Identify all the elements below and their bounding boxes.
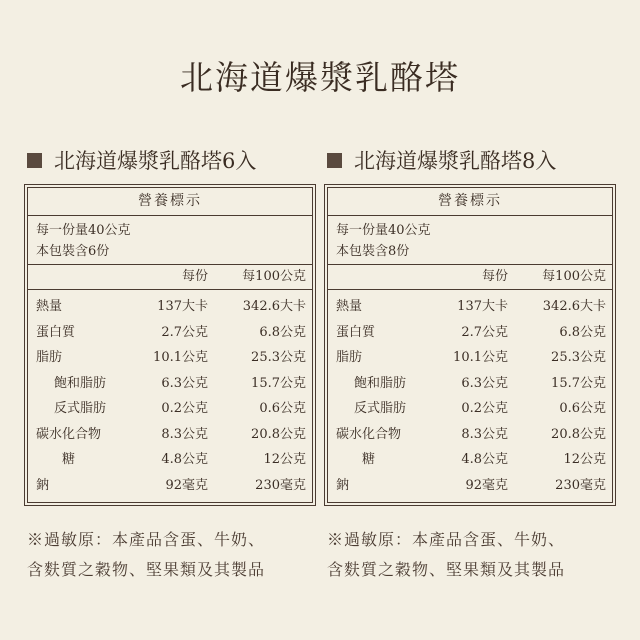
table-row bbox=[28, 345, 312, 371]
serving-info bbox=[328, 216, 612, 265]
nutrient-per-100g: 0.6公克 bbox=[259, 401, 306, 416]
nutrient-name: 碳水化合物 bbox=[336, 426, 402, 442]
table-row bbox=[28, 320, 312, 346]
nutrient-per-serving: 0.2公克 bbox=[461, 401, 508, 416]
allergen-note-line1: ※過敏原：本產品含蛋、牛奶、 bbox=[327, 530, 566, 549]
col-per-100g: 每100公克 bbox=[542, 269, 606, 284]
nutrient-per-serving: 2.7公克 bbox=[161, 324, 208, 340]
table-row bbox=[328, 371, 612, 397]
nutrient-per-serving: 6.3公克 bbox=[161, 375, 208, 391]
nutrient-name: 飽和脂肪 bbox=[354, 375, 407, 391]
nutrient-per-serving: 92毫克 bbox=[165, 477, 208, 493]
nutrient-per-100g: 342.6大卡 bbox=[542, 299, 606, 314]
nutrition-rows bbox=[28, 290, 312, 502]
nutrient-per-100g: 15.7公克 bbox=[251, 375, 306, 391]
table-row bbox=[28, 396, 312, 422]
nutrient-name: 熱量 bbox=[336, 299, 363, 314]
servings-per-package: 本包裝含8份 bbox=[336, 244, 410, 259]
nutrient-per-serving: 4.8公克 bbox=[461, 452, 508, 467]
table-row bbox=[328, 294, 612, 320]
nutrient-per-100g: 20.8公克 bbox=[551, 426, 606, 442]
panel-heading-text: 北海道爆漿乳酪塔6入 bbox=[54, 149, 257, 173]
nutrient-per-serving: 10.1公克 bbox=[153, 350, 208, 365]
nutrition-label bbox=[27, 187, 313, 503]
nutrient-per-100g: 230毫克 bbox=[555, 477, 606, 493]
table-row bbox=[28, 371, 312, 397]
nutrient-per-serving: 6.3公克 bbox=[461, 375, 508, 391]
nutrient-name: 蛋白質 bbox=[36, 324, 76, 340]
square-bullet-icon bbox=[327, 153, 342, 168]
nutrition-rows bbox=[328, 290, 612, 502]
table-row bbox=[28, 294, 312, 320]
allergen-note-line2: 含麩質之穀物、堅果類及其製品 bbox=[27, 560, 266, 579]
nutrient-per-100g: 15.7公克 bbox=[551, 375, 606, 391]
panel-heading-text: 北海道爆漿乳酪塔8入 bbox=[354, 149, 557, 173]
servings-per-package: 本包裝含6份 bbox=[36, 244, 110, 259]
nutrient-per-serving: 10.1公克 bbox=[453, 350, 508, 365]
nutrient-per-serving: 8.3公克 bbox=[161, 426, 208, 442]
nutrient-per-100g: 342.6大卡 bbox=[242, 299, 306, 314]
serving-info bbox=[28, 216, 312, 265]
nutrient-per-100g: 25.3公克 bbox=[551, 350, 606, 365]
nutrient-name: 碳水化合物 bbox=[36, 426, 102, 442]
nutrient-per-100g: 6.8公克 bbox=[559, 324, 606, 340]
nutrient-per-100g: 6.8公克 bbox=[259, 324, 306, 340]
table-row bbox=[28, 422, 312, 448]
col-per-100g: 每100公克 bbox=[242, 269, 306, 284]
nutrient-per-serving: 8.3公克 bbox=[461, 426, 508, 442]
table-row bbox=[328, 422, 612, 448]
nutrient-per-100g: 25.3公克 bbox=[251, 350, 306, 365]
nutrient-per-100g: 0.6公克 bbox=[559, 401, 606, 416]
serving-size: 每一份量40公克 bbox=[336, 223, 431, 238]
nutrient-name: 脂肪 bbox=[336, 350, 363, 365]
allergen-note bbox=[327, 525, 613, 585]
panel-heading bbox=[327, 145, 613, 175]
nutrient-per-100g: 12公克 bbox=[563, 452, 606, 467]
nutrient-name: 蛋白質 bbox=[336, 324, 376, 340]
nutrient-name: 鈉 bbox=[336, 477, 350, 493]
column-headers bbox=[328, 265, 612, 290]
nutrient-name: 熱量 bbox=[36, 299, 63, 314]
allergen-note-line2: 含麩質之穀物、堅果類及其製品 bbox=[327, 560, 566, 579]
panel-heading bbox=[27, 145, 313, 175]
column-headers bbox=[28, 265, 312, 290]
nutrient-name: 糖 bbox=[62, 452, 76, 467]
table-row bbox=[28, 447, 312, 473]
table-row bbox=[328, 345, 612, 371]
table-row bbox=[328, 320, 612, 346]
nutrient-name: 鈉 bbox=[36, 477, 50, 493]
nutrient-per-serving: 4.8公克 bbox=[161, 452, 208, 467]
col-per-serving: 每份 bbox=[181, 269, 208, 284]
table-row bbox=[328, 473, 612, 499]
panel-8-pack bbox=[327, 145, 613, 585]
nutrition-label-title: 營養標示 bbox=[28, 188, 312, 216]
nutrient-name: 反式脂肪 bbox=[354, 401, 407, 416]
nutrient-per-100g: 20.8公克 bbox=[251, 426, 306, 442]
nutrient-name: 反式脂肪 bbox=[54, 401, 107, 416]
nutrient-per-serving: 137大卡 bbox=[157, 299, 208, 314]
table-row bbox=[328, 447, 612, 473]
table-row bbox=[328, 396, 612, 422]
allergen-note bbox=[27, 525, 313, 585]
nutrient-per-100g: 230毫克 bbox=[255, 477, 306, 493]
serving-size: 每一份量40公克 bbox=[36, 223, 131, 238]
panel-6-pack bbox=[27, 145, 313, 585]
nutrient-per-serving: 0.2公克 bbox=[161, 401, 208, 416]
page-title: 北海道爆漿乳酪塔 bbox=[180, 58, 460, 97]
nutrient-per-serving: 92毫克 bbox=[465, 477, 508, 493]
nutrient-per-serving: 2.7公克 bbox=[461, 324, 508, 340]
nutrition-label-title: 營養標示 bbox=[328, 188, 612, 216]
nutrition-label bbox=[327, 187, 613, 503]
square-bullet-icon bbox=[27, 153, 42, 168]
nutrient-name: 糖 bbox=[362, 452, 376, 467]
col-per-serving: 每份 bbox=[481, 269, 508, 284]
allergen-note-line1: ※過敏原：本產品含蛋、牛奶、 bbox=[27, 530, 266, 549]
nutrient-per-100g: 12公克 bbox=[263, 452, 306, 467]
nutrient-name: 脂肪 bbox=[36, 350, 63, 365]
nutrient-per-serving: 137大卡 bbox=[457, 299, 508, 314]
nutrient-name: 飽和脂肪 bbox=[54, 375, 107, 391]
table-row bbox=[28, 473, 312, 499]
